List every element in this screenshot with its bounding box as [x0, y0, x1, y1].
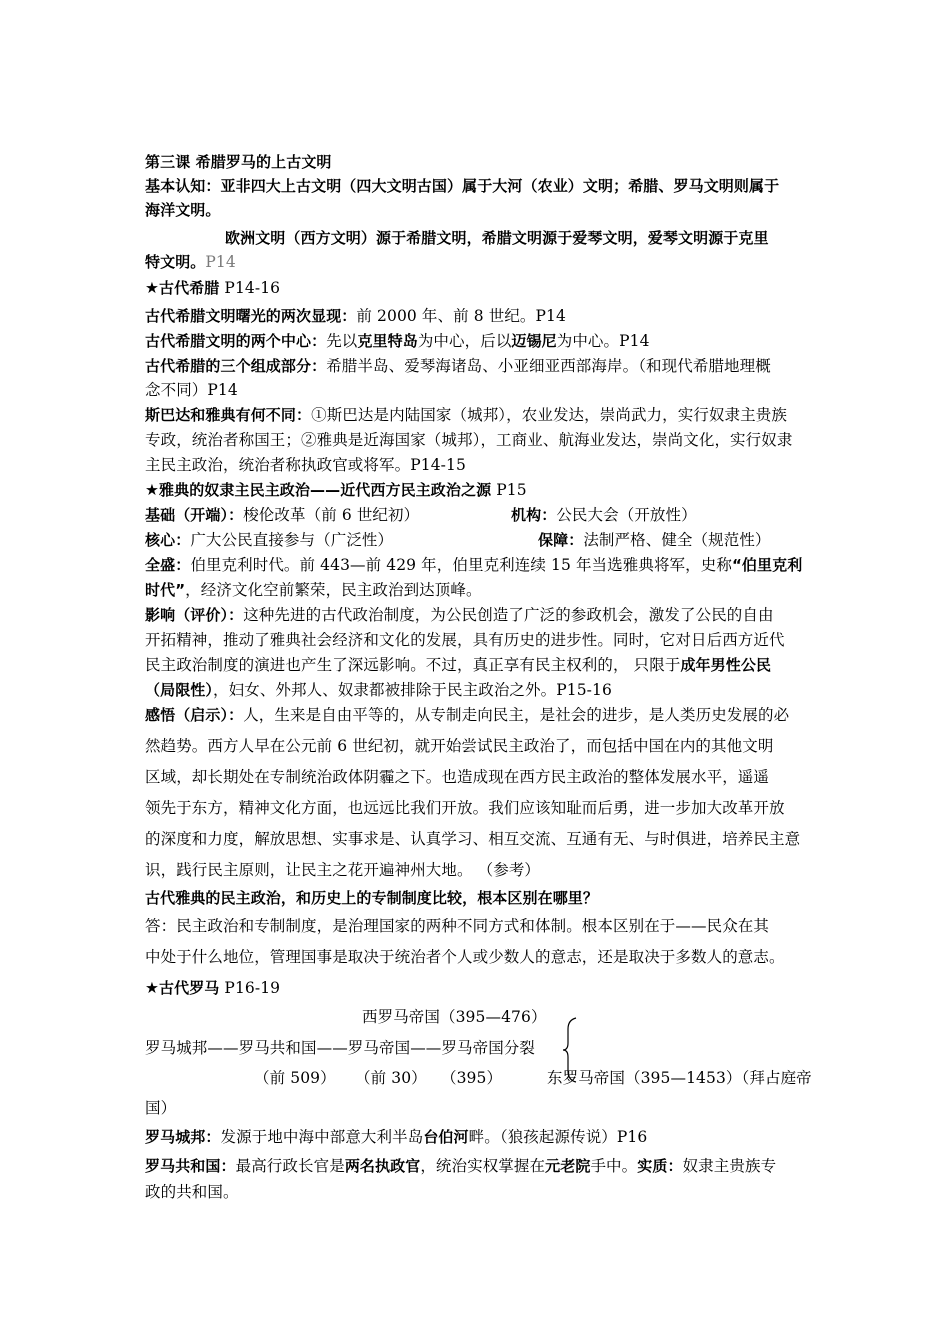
athens-insight-3: 区域，却长期处在专制统治政体阴霾之下。也造成现在西方民主政治的整体发展水平，遥遥: [145, 768, 770, 786]
star-icon: ★: [145, 279, 159, 297]
athens-insight-6: 识，践行民主原则，让民主之花开遍神州大地。 （参考）: [145, 861, 541, 879]
athens-basis: 基础（开端）：梭伦改革（前 6 世纪初）: [145, 506, 420, 524]
athens-insight-4: 领先于东方，精神文化方面，也远远比我们开放。我们应该知耻而后勇，进一步加大改革开放: [145, 799, 785, 817]
greece-dawn: 古代希腊文明曙光的两次显现：前 2000 年、前 8 世纪。P14: [145, 307, 566, 325]
intro-line-1: 基本认知：亚非四大上古文明（四大文明古国）属于大河（农业）文明；希腊、罗马文明则属于: [145, 177, 780, 195]
greece-centers: 古代希腊文明的两个中心：先以克里特岛为中心，后以迈锡尼为中心。P14: [145, 332, 650, 350]
athens-impact-2: 开拓精神，推动了雅典社会经济和文化的发展，具有历史的进步性。同时，它对日后西方近代: [145, 631, 785, 649]
sparta-athens-2: 专政，统治者称国王；②雅典是近海国家（城邦），工商业、航海业发达，崇尚文化，实行奴隶: [145, 431, 793, 449]
sparta-athens-1: 斯巴达和雅典有何不同：①斯巴达是内陆国家（城邦），农业发达，崇尚武力，实行奴隶主贵族: [145, 406, 787, 424]
star-icon: ★: [145, 481, 159, 499]
athens-answer-2: 中处于什么地位，管理国事是取决于统治者个人或少数人的意志，还是取决于多数人的意志。: [145, 948, 785, 966]
intro-line-4: 特文明。P14: [145, 253, 236, 271]
rome-republic-1: 罗马共和国：最高行政长官是两名执政官，统治实权掌握在元老院手中。实质：奴隶主贵族专: [145, 1157, 777, 1175]
intro-line-3: 欧洲文明（西方文明）源于希腊文明，希腊文明源于爱琴文明，爱琴文明源于克里: [225, 229, 769, 247]
athens-impact-3: 民主政治制度的演进也产生了深远影响。不过，真正享有民主权利的， 只限于成年男性公民: [145, 656, 772, 674]
rome-east-empire-2: 国）: [145, 1099, 177, 1117]
sparta-athens-3: 主民主政治，统治者称执政官或将军。P14-15: [145, 456, 466, 474]
rome-chain: 罗马城邦——罗马共和国——罗马帝国——罗马帝国分裂: [145, 1039, 536, 1057]
star-icon: ★: [145, 979, 159, 997]
athens-guarantee: 保障：法制严格、健全（规范性）: [538, 531, 771, 549]
lesson-title: 第三课 希腊罗马的上古文明: [145, 153, 332, 171]
athens-impact-4: （局限性），妇女、外邦人、奴隶都被排除于民主政治之外。P15-16: [145, 681, 612, 699]
rome-date-2: （前 30）: [355, 1069, 427, 1087]
athens-core: 核心：广大公民直接参与（广泛性）: [145, 531, 394, 549]
rome-west-empire: 西罗马帝国（395—476）: [362, 1008, 547, 1026]
athens-impact-1: 影响（评价）：这种先进的古代政治制度，为公民创造了广泛的参政机会，激发了公民的自由: [145, 606, 774, 624]
athens-insight-5: 的深度和力度，解放思想、实事求是、认真学习、相互交流、互通有无、与时俱进，培养民主意: [145, 830, 801, 848]
athens-organ: 机构：公民大会（开放性）: [511, 506, 697, 524]
greece-parts: 古代希腊的三个组成部分：希腊半岛、爱琴海诸岛、小亚细亚西部海岸。（和现代希腊地理概: [145, 357, 771, 375]
rome-date-1: （前 509）: [254, 1069, 336, 1087]
greece-parts-2: 念不同）P14: [145, 381, 238, 399]
section-greece-heading: ★古代希腊 P14-16: [145, 279, 281, 297]
athens-insight-1: 感悟（启示）：人，生来是自由平等的，从专制走向民主，是社会的进步，是人类历史发展的必: [145, 706, 790, 724]
athens-question: 古代雅典的民主政治，和历史上的专制制度比较，根本区别在哪里？: [145, 889, 599, 907]
athens-insight-2: 然趋势。西方人早在公元前 6 世纪初，就开始尝试民主政治了，而包括中国在内的其他文明: [145, 737, 774, 755]
rome-date-3: （395）: [441, 1069, 503, 1087]
athens-answer-1: 答：民主政治和专制制度，是治理国家的两种不同方式和体制。根本区别在于——民众在其: [145, 917, 770, 935]
athens-peak-2: 时代”，经济文化空前繁荣，民主政治到达顶峰。: [145, 581, 482, 599]
rome-republic-2: 政的共和国。: [145, 1183, 239, 1201]
athens-peak-1: 全盛：伯里克利时代。前 443—前 429 年，伯里克利连续 15 年当选雅典将军，史称“伯里克利: [145, 556, 803, 574]
intro-line-2: 海洋文明。: [145, 201, 221, 219]
section-athens-heading: ★雅典的奴隶主民主政治——近代西方民主政治之源 P15: [145, 481, 527, 499]
rome-east-empire: 东罗马帝国（395—1453）（拜占庭帝: [547, 1069, 812, 1087]
rome-city-state: 罗马城邦：发源于地中海中部意大利半岛台伯河畔。（狼孩起源传说）P16: [145, 1128, 648, 1146]
section-rome-heading: ★古代罗马 P16-19: [145, 979, 281, 997]
